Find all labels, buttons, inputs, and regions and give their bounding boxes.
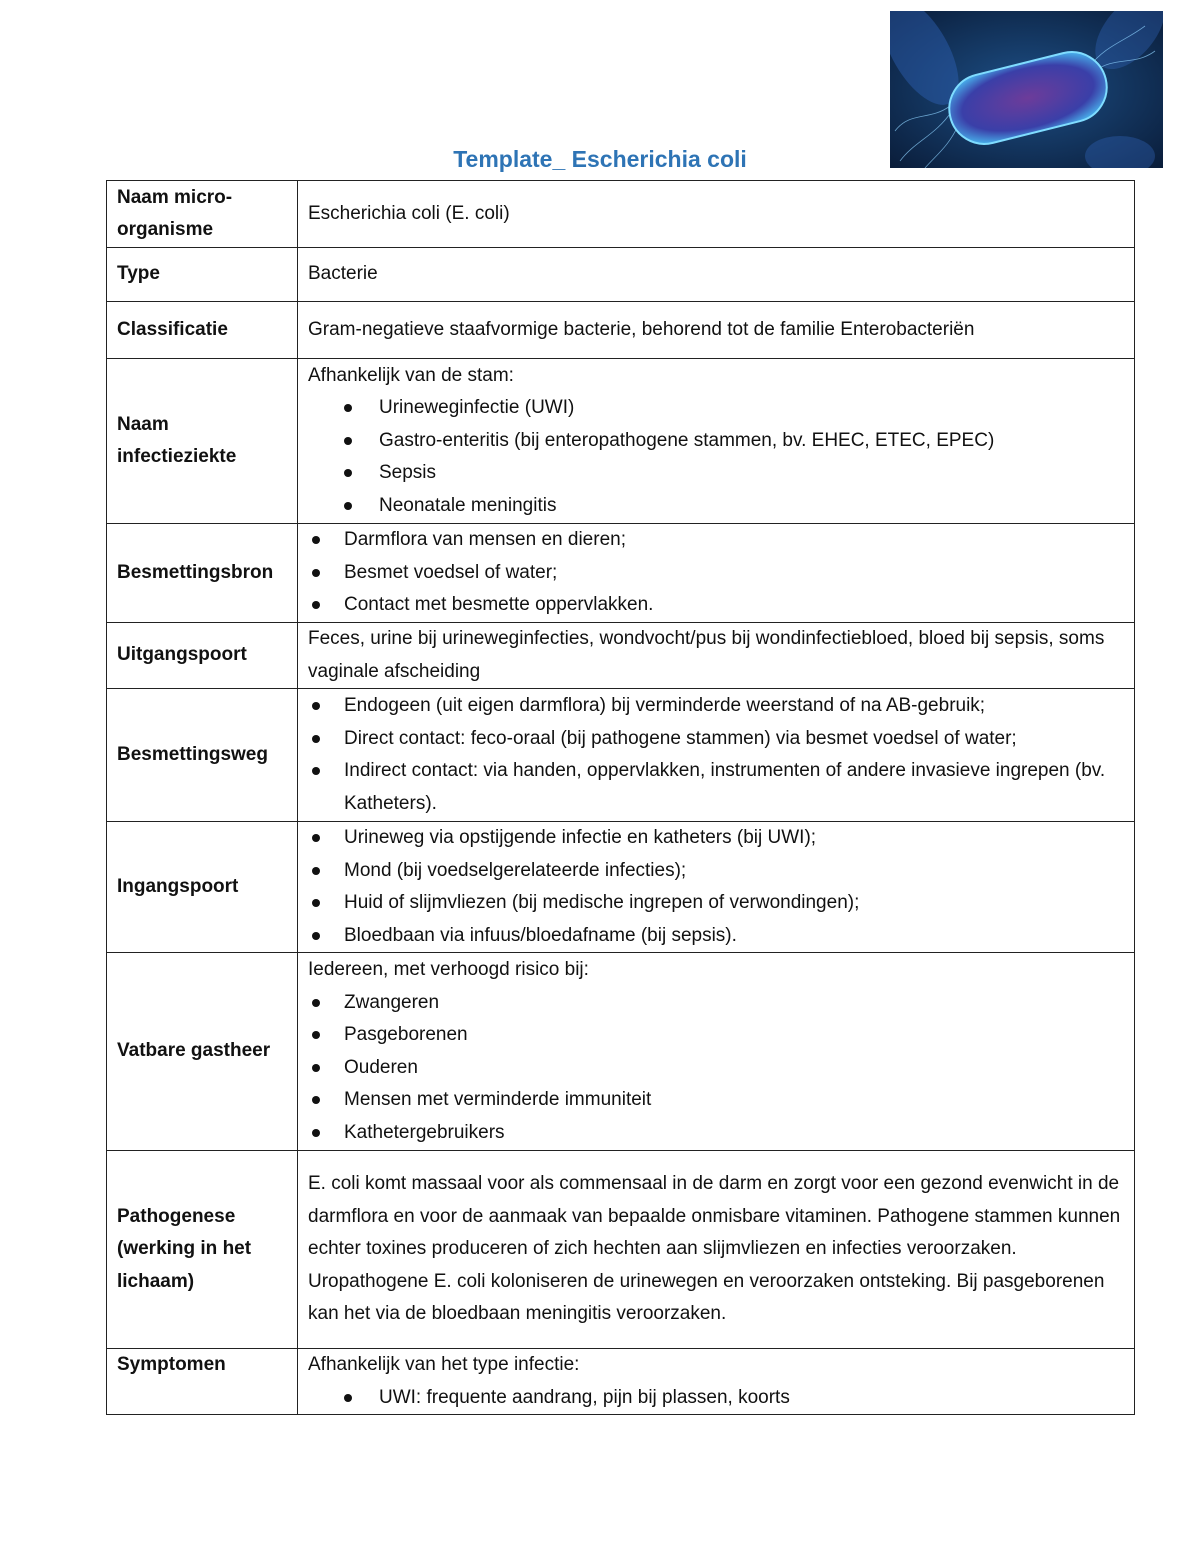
ingangspoort-list (308, 822, 1124, 952)
list-item: Zwangeren (308, 987, 1124, 1020)
table-row-uitgangspoort (107, 623, 1135, 689)
value-gastheer (298, 953, 1135, 1151)
bacteria-image (890, 11, 1163, 168)
symptomen-list (308, 1382, 1124, 1415)
label-besmettingsweg: Besmettingsweg (107, 689, 298, 822)
value-ingangspoort (298, 822, 1135, 953)
table-row-classificatie (107, 302, 1135, 359)
value-uitgangspoort: Feces, urine bij urineweginfecties, wondvocht/pus bij wondinfectiebloed, bloed bij sepsis, soms vaginale afscheiding (298, 623, 1135, 689)
label-infectieziekte (107, 359, 298, 524)
label-uitgangspoort: Uitgangspoort (107, 623, 298, 689)
info-table (106, 180, 1135, 1415)
label-besmettingsbron: Besmettingsbron (107, 524, 298, 623)
value-besmettingsbron (298, 524, 1135, 623)
value-type: Bacterie (298, 248, 1135, 302)
label-classificatie: Classificatie (107, 302, 298, 359)
table-row-symptomen (107, 1349, 1135, 1415)
list-item: Mensen met verminderde immuniteit (308, 1084, 1124, 1117)
label-pathogenese-line1: Pathogenese (117, 1205, 236, 1227)
value-naam: Escherichia coli (E. coli) (298, 181, 1135, 248)
label-gastheer: Vatbare gastheer (107, 953, 298, 1151)
table-row-pathogenese (107, 1151, 1135, 1349)
value-besmettingsweg (298, 689, 1135, 822)
list-item: Gastro-enteritis (bij enteropathogene stammen, bv. EHEC, ETEC, EPEC) (308, 425, 1124, 458)
list-item: Besmet voedsel of water; (308, 557, 1124, 590)
list-item: Direct contact: feco-oraal (bij pathogene stammen) via besmet voedsel of water; (308, 723, 1124, 756)
label-infectieziekte-line2: infectieziekte (117, 446, 237, 467)
value-classificatie: Gram-negatieve staafvormige bacterie, behorend tot de familie Enterobacteriën (298, 302, 1135, 359)
value-symptomen (298, 1349, 1135, 1415)
table-row-naam (107, 181, 1135, 248)
label-symptomen: Symptomen (107, 1349, 298, 1415)
gastheer-intro: Iedereen, met verhoogd risico bij: (308, 959, 589, 980)
list-item: Kathetergebruikers (308, 1117, 1124, 1150)
label-type: Type (107, 248, 298, 302)
table-row-gastheer (107, 953, 1135, 1151)
label-pathogenese-line3: lichaam) (117, 1270, 195, 1292)
table-row-infectieziekte (107, 359, 1135, 524)
list-item: Contact met besmette oppervlakken. (308, 589, 1124, 622)
besmettingsweg-list (308, 690, 1124, 820)
infectieziekte-intro: Afhankelijk van de stam: (308, 364, 514, 386)
table-row-besmettingsbron (107, 524, 1135, 623)
list-item: Indirect contact: via handen, oppervlakken, instrumenten of andere invasieve ingrepen (bv. Katheters). (308, 755, 1124, 820)
list-item: Sepsis (308, 457, 1124, 490)
list-item: Neonatale meningitis (308, 490, 1124, 523)
list-item: Ouderen (308, 1052, 1124, 1085)
list-item: Bloedbaan via infuus/bloedafname (bij sepsis). (308, 920, 1124, 953)
symptomen-intro: Afhankelijk van het type infectie: (308, 1354, 580, 1375)
list-item: Urineweginfectie (UWI) (308, 392, 1124, 425)
label-pathogenese-line2: (werking in het (117, 1238, 252, 1260)
label-infectieziekte-line1: Naam (117, 413, 169, 435)
list-item: Mond (bij voedselgerelateerde infecties); (308, 855, 1124, 888)
list-item: UWI: frequente aandrang, pijn bij plassen, koorts (308, 1382, 1124, 1415)
table-row-besmettingsweg (107, 689, 1135, 822)
label-naam-line2: organisme (117, 219, 214, 240)
list-item: Pasgeborenen (308, 1019, 1124, 1052)
document-title: Template_ Escherichia coli (453, 146, 747, 172)
list-item: Darmflora van mensen en dieren; (308, 524, 1124, 557)
list-item: Endogeen (uit eigen darmflora) bij verminderde weerstand of na AB-gebruik; (308, 690, 1124, 723)
besmettingsbron-list (308, 524, 1124, 622)
table-row-ingangspoort (107, 822, 1135, 953)
label-ingangspoort: Ingangspoort (107, 822, 298, 953)
list-item: Huid of slijmvliezen (bij medische ingrepen of verwondingen); (308, 887, 1124, 920)
label-naam (107, 181, 298, 248)
value-pathogenese: E. coli komt massaal voor als commensaal in de darm en zorgt voor een gezond evenwicht in de darmflora en voor de aanmaak van bepaalde onmisbare vitaminen. Pathogene stammen kunnen echter toxines produceren of zich hechten aan slijmvliezen en infecties veroorzaken. Uropathogene E. coli koloniseren de urinewegen en veroorzaken ontsteking. Bij pasgeborenen kan het via de bloedbaan meningitis veroorzaken. (298, 1151, 1135, 1349)
label-pathogenese (107, 1151, 298, 1349)
label-naam-line1: Naam micro- (117, 186, 233, 208)
value-infectieziekte (298, 359, 1135, 524)
table-row-type (107, 248, 1135, 302)
infectieziekte-list (308, 392, 1124, 522)
gastheer-list (308, 987, 1124, 1150)
list-item: Urineweg via opstijgende infectie en katheters (bij UWI); (308, 822, 1124, 855)
